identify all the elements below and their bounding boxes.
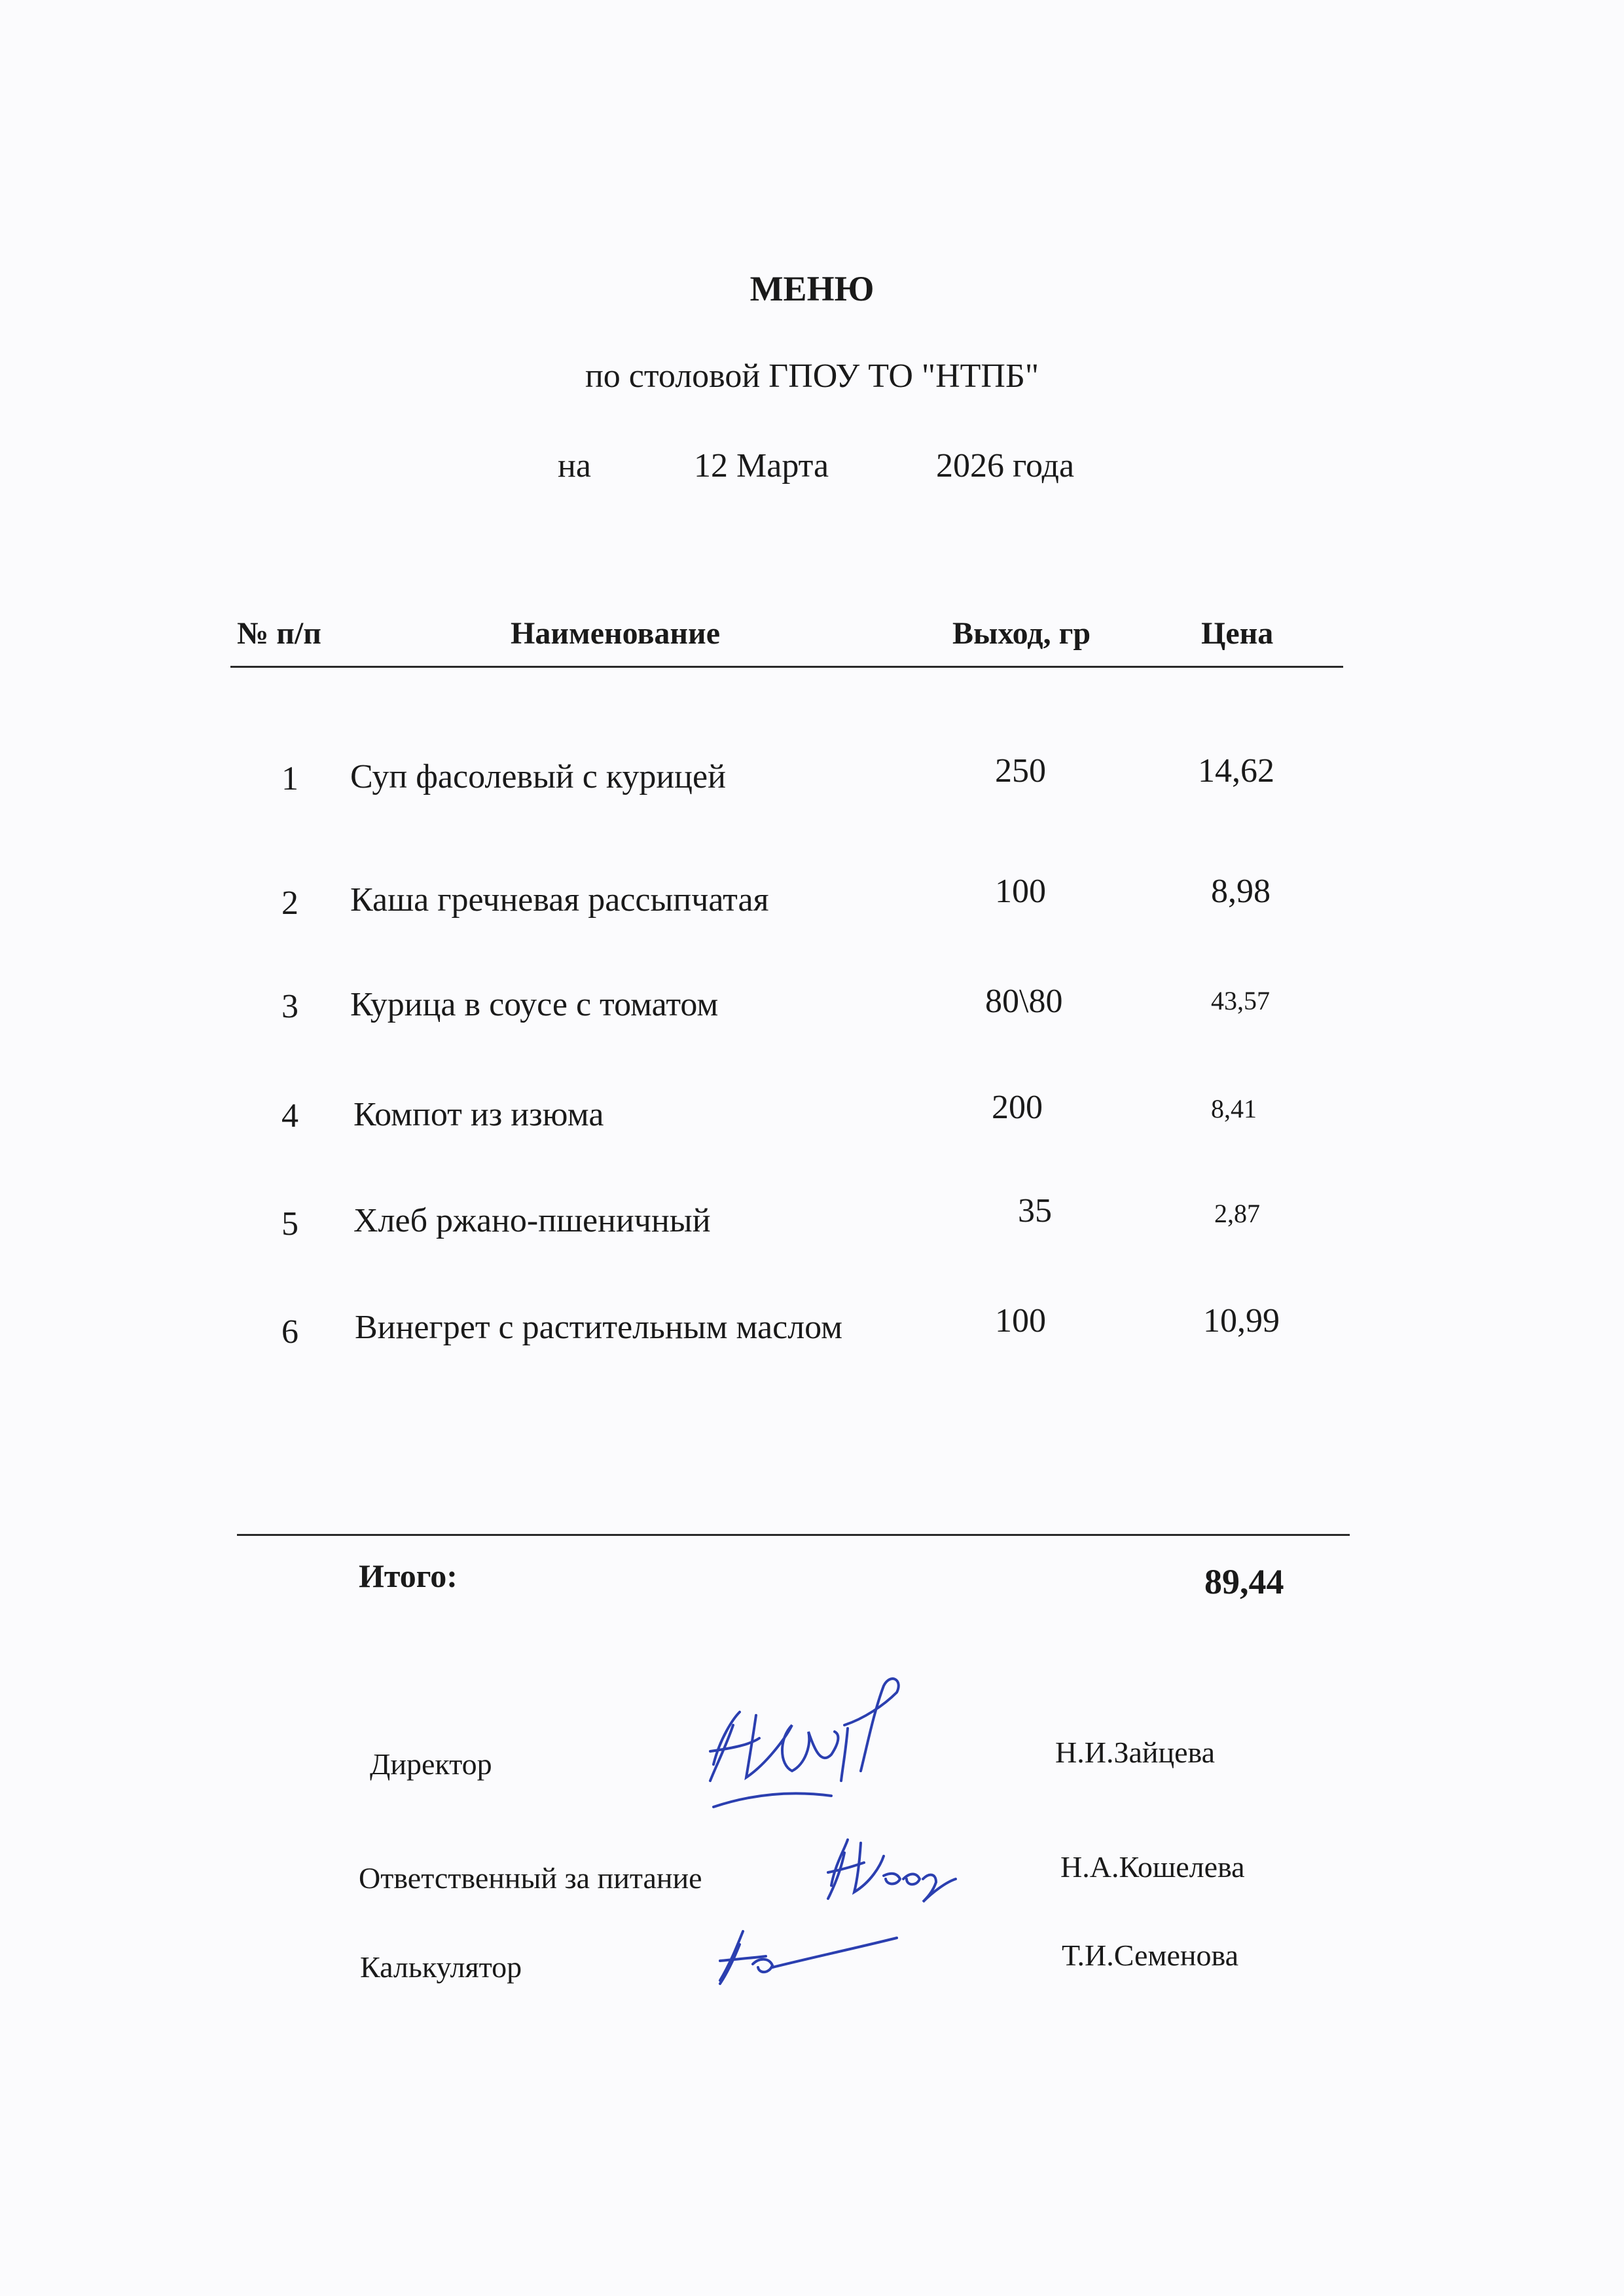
row-price: 10,99: [1203, 1302, 1280, 1339]
column-header-name: Наименование: [511, 616, 720, 651]
row-yield: 35: [1018, 1192, 1052, 1230]
row-number: 6: [281, 1313, 298, 1351]
row-number: 5: [281, 1205, 298, 1243]
row-name: Компот из изюма: [353, 1096, 604, 1133]
row-number: 4: [281, 1097, 298, 1135]
signature-name: Н.И.Зайцева: [1055, 1736, 1216, 1769]
row-price: 43,57: [1211, 986, 1270, 1015]
column-header-price: Цена: [1201, 616, 1274, 651]
row-number: 3: [281, 988, 298, 1025]
header-divider: [230, 666, 1343, 668]
signature-role: Директор: [370, 1747, 492, 1781]
row-name: Каша гречневая рассыпчатая: [350, 881, 769, 919]
row-number: 1: [281, 760, 298, 797]
director-signature-image: [694, 1666, 929, 1830]
date-year: 2026 года: [936, 447, 1075, 484]
column-header-number: № п/п: [237, 616, 321, 651]
row-yield: 250: [995, 752, 1046, 790]
row-name: Хлеб ржано-пшеничный: [353, 1202, 711, 1239]
document-title: МЕНЮ: [749, 269, 875, 308]
column-header-yield: Выход, гр: [952, 616, 1091, 651]
row-yield: 80\80: [985, 983, 1063, 1020]
row-yield: 200: [992, 1089, 1043, 1126]
row-price: 2,87: [1214, 1199, 1260, 1228]
row-price: 8,98: [1211, 873, 1271, 910]
signature-name: Н.А.Кошелева: [1060, 1850, 1245, 1884]
row-yield: 100: [995, 873, 1046, 910]
date-day-month: 12 Марта: [694, 447, 829, 484]
row-number: 2: [281, 884, 298, 922]
signature-role: Калькулятор: [360, 1950, 522, 1984]
row-price: 8,41: [1211, 1094, 1257, 1123]
row-name: Курица в соусе с томатом: [350, 986, 719, 1023]
signature-role: Ответственный за питание: [359, 1861, 702, 1895]
document-subtitle: по столовой ГПОУ ТО "НТПБ": [585, 357, 1039, 395]
date-prefix: на: [558, 447, 591, 484]
total-label: Итого:: [359, 1558, 458, 1594]
row-price: 14,62: [1198, 752, 1274, 790]
calculator-signature-image: [707, 1918, 903, 1990]
responsible-signature-image: [815, 1827, 959, 1912]
total-divider: [237, 1534, 1350, 1536]
row-name: Винегрет с растительным маслом: [355, 1309, 843, 1346]
total-value: 89,44: [1204, 1562, 1284, 1601]
signature-name: Т.И.Семенова: [1062, 1939, 1239, 1972]
row-name: Суп фасолевый с курицей: [350, 758, 726, 795]
row-yield: 100: [995, 1302, 1046, 1339]
